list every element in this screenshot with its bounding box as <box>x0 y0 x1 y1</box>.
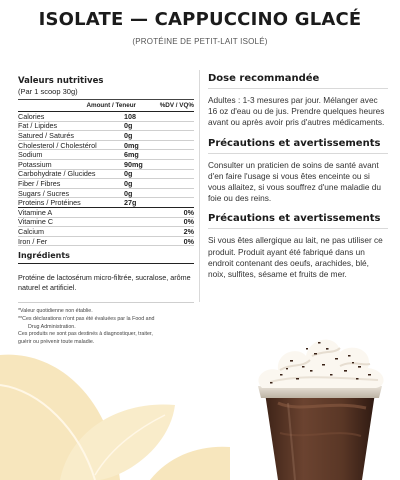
nutrient-label: Carbohydrate / Glucides <box>18 169 96 179</box>
ingredients-heading: Ingrédients <box>18 251 194 264</box>
nutrient-amount: 0mg <box>124 140 139 150</box>
nutrient-label: Sugars / Sucres <box>18 188 70 198</box>
nutrition-facts-panel <box>18 76 194 346</box>
nutrient-row <box>18 198 194 208</box>
nutrient-row <box>18 122 194 132</box>
nutrient-label: Cholesterol / Cholestérol <box>18 140 97 150</box>
nutrient-row <box>18 208 194 218</box>
footnote-line: **Ces déclarations n'ont pas été évaluées par la Food and <box>18 315 155 322</box>
nutrient-dv: 2% <box>183 226 194 236</box>
nutrient-label: Satured / Saturés <box>18 130 74 140</box>
footnotes <box>18 308 194 346</box>
nutrient-row <box>18 112 194 122</box>
ingredients-text: Protéine de lactosérum micro-filtrée, sucralose, arôme naturel et artificiel. <box>18 273 194 303</box>
nutrient-amount: 6mg <box>124 150 139 160</box>
nutrient-row <box>18 170 194 180</box>
dosage-heading: Dose recommandée <box>208 73 388 89</box>
nutrient-dv: 0% <box>183 207 194 217</box>
nutrient-amount: 0g <box>124 188 133 198</box>
nutrient-dv: 0% <box>183 217 194 227</box>
nutrient-label: Proteins / Protéines <box>18 198 81 208</box>
footnote-line: Drug Administration. <box>28 323 76 330</box>
nutrient-label: Fat / Lipides <box>18 121 58 131</box>
allergy-precautions-text: Si vous êtes allergique au lait, ne pas utiliser ce produit. Produit ayant été fabriqué dans un endroit contenant des oeufs, arachides, blé, noix, sulfites, sésame et fruits de mer. <box>208 235 383 280</box>
footnote-line: Ces produits ne sont pas destinés à diagnostiquer, traiter, <box>18 331 153 338</box>
nutrient-amount: 0g <box>124 178 133 188</box>
amount-column-header: Amount / Teneur <box>86 102 136 109</box>
iced-cappuccino-image <box>240 308 400 480</box>
nutrient-label: Calories <box>18 111 45 121</box>
nutrient-row <box>18 227 194 237</box>
nutrient-label: Calcium <box>18 226 44 236</box>
dv-column-header: %DV / VQ% <box>159 102 194 109</box>
nutrient-amount: 0g <box>124 130 133 140</box>
nutrition-heading: Valeurs nutritives <box>18 76 104 86</box>
nutrient-label: Iron / Fer <box>18 236 48 246</box>
precautions-heading: Précautions et avertissements <box>208 138 388 154</box>
footnote-line: guérir ou prévenir toute maladie. <box>18 338 95 345</box>
nutrient-row <box>18 131 194 141</box>
nutrient-label: Fiber / Fibres <box>18 178 61 188</box>
allergy-precautions-heading: Précautions et avertissements <box>208 213 388 229</box>
nutrient-label: Vitamine A <box>18 207 53 217</box>
column-divider <box>199 70 200 302</box>
product-title: ISOLATE — CAPPUCCINO GLACÉ <box>38 9 362 30</box>
footnote-line: *Valeur quotidienne non établie. <box>18 308 93 315</box>
serving-size: (Par 1 scoop 30g) <box>18 87 78 96</box>
nutrient-amount: 90mg <box>124 159 143 169</box>
nutrient-amount: 27g <box>124 198 137 208</box>
nutrient-amount: 108 <box>124 111 136 121</box>
nutrient-amount: 0g <box>124 169 133 179</box>
nutrient-row <box>18 179 194 189</box>
nutrient-row <box>18 141 194 151</box>
nutrition-table-header <box>18 99 194 112</box>
nutrient-row <box>18 218 194 228</box>
dosage-text: Adultes : 1-3 mesures par jour. Mélanger avec 16 oz d'eau ou de jus. Prendre quelques heures avant ou après avoir pris d'autres médicaments. <box>208 95 385 128</box>
nutrient-row <box>18 237 194 247</box>
nutrient-row <box>18 189 194 199</box>
precautions-text: Consulter un praticien de soins de santé avant d'en faire l'usage si vous êtes enceinte ou si vous allaitez, si vous souffrez d'une maladie du foie ou des reins. <box>208 159 381 204</box>
nutrient-label: Sodium <box>18 150 43 160</box>
nutrient-amount: 0g <box>124 121 133 131</box>
nutrient-row <box>18 150 194 160</box>
nutrient-row <box>18 160 194 170</box>
leaf-decoration <box>0 345 230 480</box>
nutrient-dv: 0% <box>183 236 194 246</box>
usage-column <box>208 73 388 289</box>
nutrient-label: Vitamine C <box>18 217 54 227</box>
product-subtitle: (PROTÉINE DE PETIT-LAIT ISOLÉ) <box>132 37 268 46</box>
nutrient-label: Potassium <box>18 159 52 169</box>
